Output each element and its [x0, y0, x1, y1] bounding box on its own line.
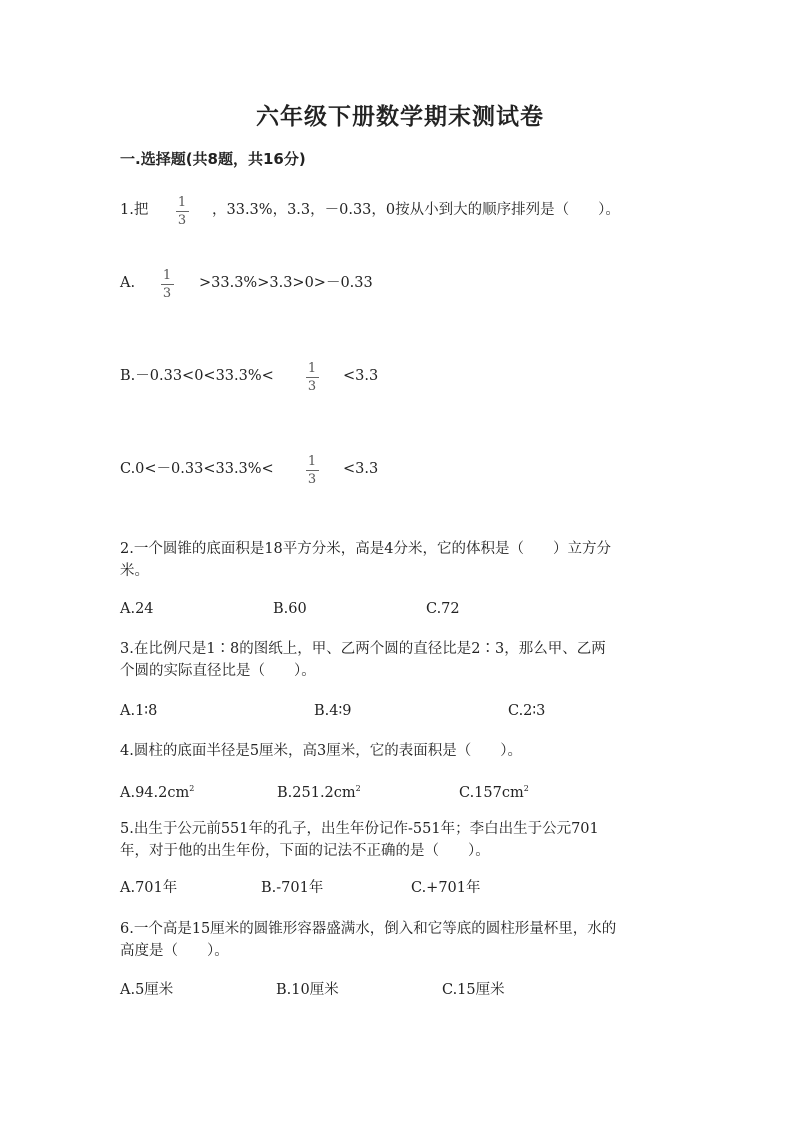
question-1-text: ，33.3%，3.3，－0.33，0按从小到大的顺序排列是（ ）。	[212, 202, 620, 218]
section-header: 一.选择题(共8题，共16分)	[120, 150, 306, 168]
fraction-bar	[306, 377, 319, 378]
fraction-bar	[306, 470, 319, 471]
fraction-denominator: 3	[307, 472, 317, 487]
fraction-numerator: 1	[177, 195, 187, 210]
question-5-line-2: 年，对于他的出生年份，下面的记法不正确的是（ ）。	[120, 843, 490, 859]
option-c[interactable]: C.15厘米	[442, 982, 505, 998]
option-c[interactable]: C.+701年	[411, 880, 481, 896]
unit-superscript: 2	[189, 784, 195, 793]
page-title: 六年级下册数学期末测试卷	[256, 103, 544, 130]
fraction-numerator: 1	[307, 454, 317, 469]
question-6-line-2: 高度是（ ）。	[120, 943, 229, 959]
option-a[interactable]	[120, 778, 194, 804]
option-b-text: B.251.2cm	[277, 785, 356, 801]
option-b-tail[interactable]: <3.3	[343, 368, 379, 384]
question-3-line-1: 3.在比例尺是1∶8的图纸上，甲、乙两个圆的直径比是2∶3，那么甲、乙两	[120, 641, 606, 657]
question-6-line-1: 6.一个高是15厘米的圆锥形容器盛满水，倒入和它等底的圆柱形量杯里，水的	[120, 921, 617, 937]
fraction-numerator: 1	[162, 268, 172, 283]
fraction-denominator: 3	[307, 379, 317, 394]
option-a[interactable]: A.1∶8	[120, 703, 158, 719]
option-a-label[interactable]: A.	[120, 275, 136, 291]
option-b[interactable]: B.10厘米	[276, 982, 339, 998]
question-2-line-1: 2.一个圆锥的底面积是18平方分米，高是4分米，它的体积是（ ）立方分	[120, 541, 612, 557]
fraction-denominator: 3	[177, 213, 187, 228]
option-b[interactable]: B.60	[273, 601, 307, 617]
unit-superscript: 2	[523, 784, 529, 793]
option-c[interactable]	[459, 778, 529, 804]
option-c[interactable]: C.72	[426, 601, 460, 617]
fraction-one-third	[159, 269, 175, 300]
fraction-one-third	[304, 362, 320, 393]
option-a-text: A.94.2cm	[120, 785, 190, 801]
question-4-line-1: 4.圆柱的底面半径是5厘米，高3厘米，它的表面积是（ ）。	[120, 743, 523, 759]
option-b[interactable]: B.4∶9	[314, 703, 352, 719]
question-5-line-1: 5.出生于公元前551年的孔子，出生年份记作-551年；李白出生于公元701	[120, 821, 599, 837]
fraction-bar	[176, 211, 189, 212]
fraction-one-third	[174, 196, 190, 227]
option-c-tail[interactable]: <3.3	[343, 461, 379, 477]
unit-superscript: 2	[355, 784, 361, 793]
option-a-text[interactable]: >33.3%>3.3>0>－0.33	[199, 275, 373, 291]
fraction-bar	[161, 284, 174, 285]
option-a[interactable]: A.24	[120, 601, 154, 617]
question-1-prefix: 1.把	[120, 202, 149, 218]
question-3-line-2: 个圆的实际直径比是（ ）。	[120, 663, 316, 679]
option-b-text[interactable]: B.－0.33<0<33.3%<	[120, 368, 274, 384]
option-c[interactable]: C.2∶3	[508, 703, 546, 719]
question-2-line-2: 米。	[120, 563, 149, 579]
fraction-denominator: 3	[162, 286, 172, 301]
option-c-text: C.157cm	[459, 785, 524, 801]
option-b[interactable]	[277, 778, 361, 804]
option-a[interactable]: A.701年	[120, 880, 178, 896]
fraction-one-third	[304, 455, 320, 486]
option-a[interactable]: A.5厘米	[120, 982, 174, 998]
option-b[interactable]: B.-701年	[261, 880, 324, 896]
option-c-text[interactable]: C.0<－0.33<33.3%<	[120, 461, 274, 477]
fraction-numerator: 1	[307, 361, 317, 376]
